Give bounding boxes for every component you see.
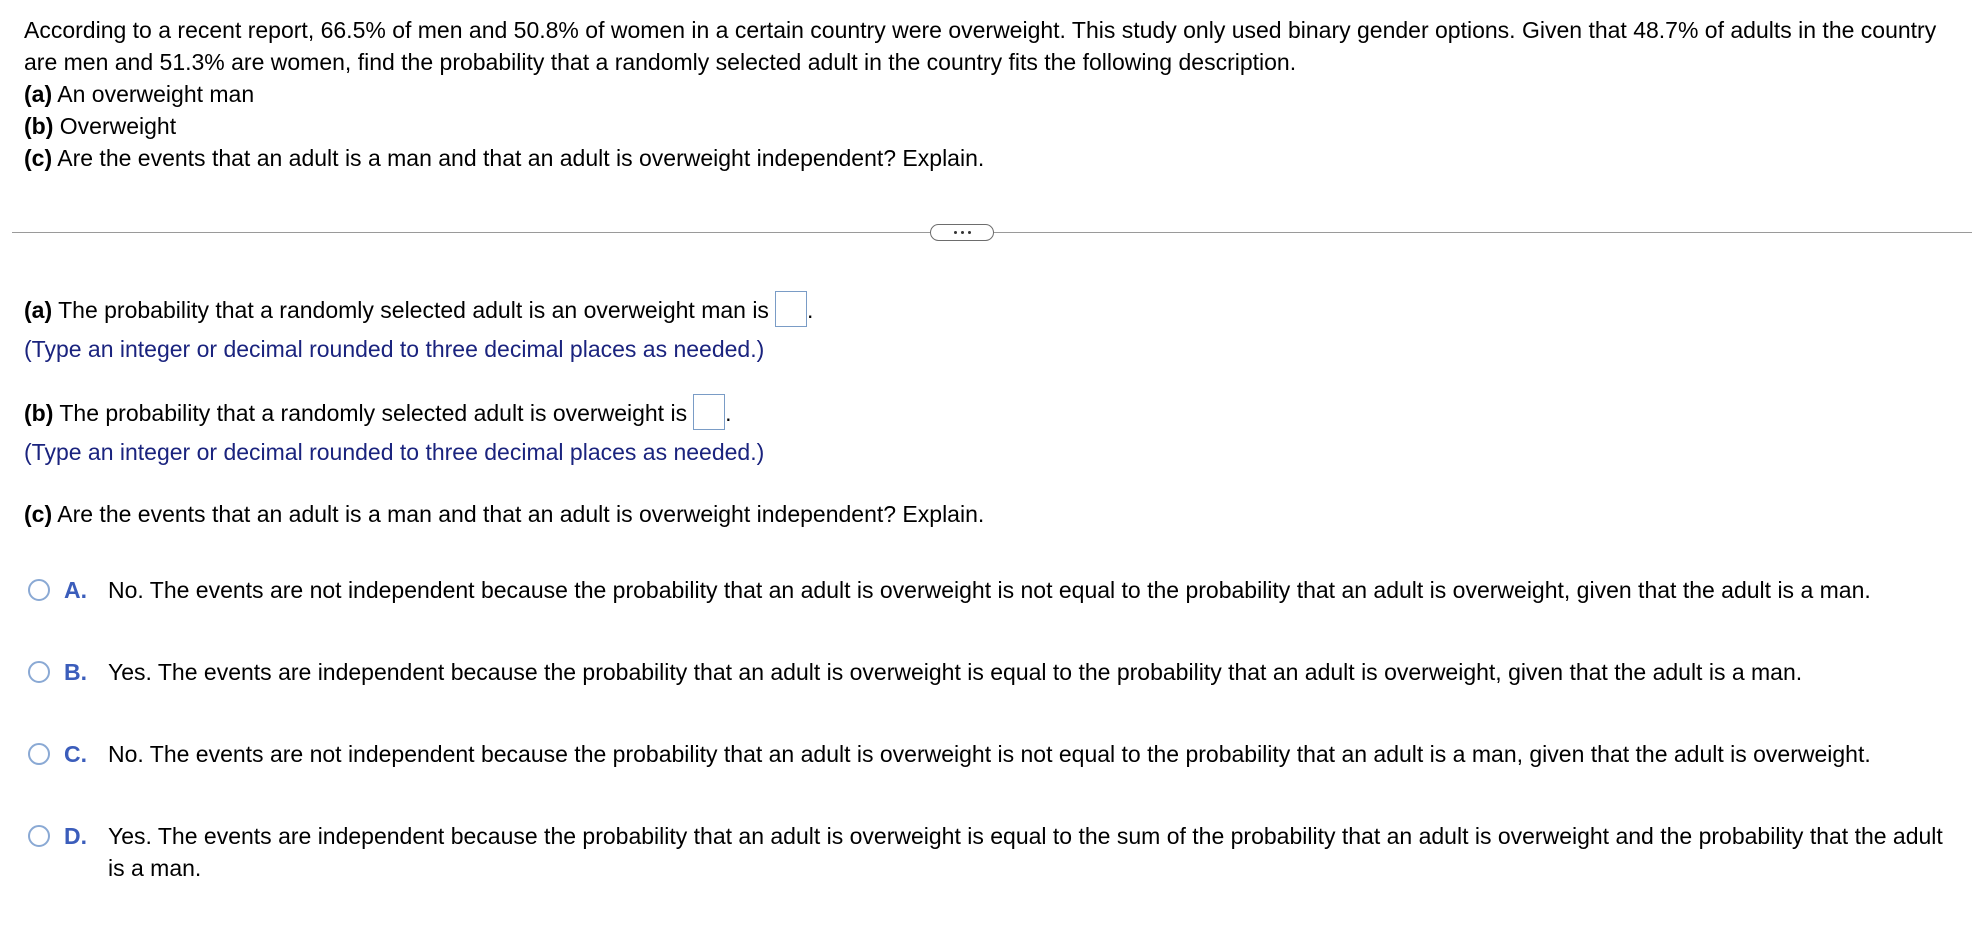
question-a-prompt: (a) The probability that a randomly selected adult is an overweight man is . xyxy=(24,294,813,327)
part-label: (c) xyxy=(24,145,53,171)
question-label: (a) xyxy=(24,297,53,323)
option-d[interactable] xyxy=(28,820,1948,884)
part-text: An overweight man xyxy=(57,81,255,107)
problem-part-b xyxy=(24,110,1964,142)
option-text: Yes. The events are independent because the probability that an adult is overweight is equal to the sum of the probability that an adult is overweight and the probability that the adult is a man. xyxy=(108,823,1943,881)
radio-button-icon[interactable] xyxy=(28,661,50,683)
option-letter: B. xyxy=(64,659,87,685)
part-text: Overweight xyxy=(59,113,177,139)
option-b[interactable] xyxy=(28,656,1948,688)
more-options-button[interactable] xyxy=(930,224,994,241)
option-text: No. The events are not independent because the probability that an adult is overweight is not equal to the probability that an adult is a man, given that the adult is overweight. xyxy=(108,741,1871,767)
answer-input-b[interactable] xyxy=(693,394,725,430)
radio-button-icon[interactable] xyxy=(28,579,50,601)
problem-intro: According to a recent report, 66.5% of men and 50.8% of women in a certain country were overweight. This study only used binary gender options. Given that 48.7% of adults in the country are men and 51.3% are women, find the probability that a randomly selected adult in the country fits the following description. xyxy=(24,17,1937,75)
answer-input-a[interactable] xyxy=(775,291,807,327)
question-a-hint: (Type an integer or decimal rounded to three decimal places as needed.) xyxy=(24,335,765,362)
option-letter: A. xyxy=(64,577,87,603)
question-c xyxy=(24,498,984,530)
question-text: Are the events that an adult is a man and that an adult is overweight independent? Explain. xyxy=(57,501,985,527)
option-text: No. The events are not independent because the probability that an adult is overweight is not equal to the probability that an adult is overweight, given that the adult is a man. xyxy=(108,577,1871,603)
option-text: Yes. The events are independent because the probability that an adult is overweight is equal to the probability that an adult is overweight, given that the adult is a man. xyxy=(108,659,1803,685)
part-label: (b) xyxy=(24,113,54,139)
problem-statement xyxy=(24,14,1964,174)
radio-button-icon[interactable] xyxy=(28,743,50,765)
question-label: (c) xyxy=(24,501,53,527)
problem-part-c xyxy=(24,142,1964,174)
radio-button-icon[interactable] xyxy=(28,825,50,847)
option-a[interactable] xyxy=(28,574,1948,606)
option-c[interactable] xyxy=(28,738,1948,770)
part-text: Are the events that an adult is a man and that an adult is overweight independent? Explain. xyxy=(57,145,985,171)
ellipsis-dot-icon xyxy=(968,231,971,234)
question-text: The probability that a randomly selected adult is overweight is xyxy=(59,400,688,426)
question-b-hint: (Type an integer or decimal rounded to three decimal places as needed.) xyxy=(24,438,765,465)
question-b-prompt: (b) The probability that a randomly selected adult is overweight is . xyxy=(24,397,764,430)
part-label: (a) xyxy=(24,81,53,107)
question-label: (b) xyxy=(24,400,54,426)
problem-part-a xyxy=(24,78,1964,110)
ellipsis-dot-icon xyxy=(954,231,957,234)
option-letter: C. xyxy=(64,741,87,767)
question-b xyxy=(24,397,764,468)
option-letter: D. xyxy=(64,823,87,849)
question-a xyxy=(24,294,813,365)
question-text: The probability that a randomly selected adult is an overweight man is xyxy=(58,297,769,323)
ellipsis-dot-icon xyxy=(961,231,964,234)
